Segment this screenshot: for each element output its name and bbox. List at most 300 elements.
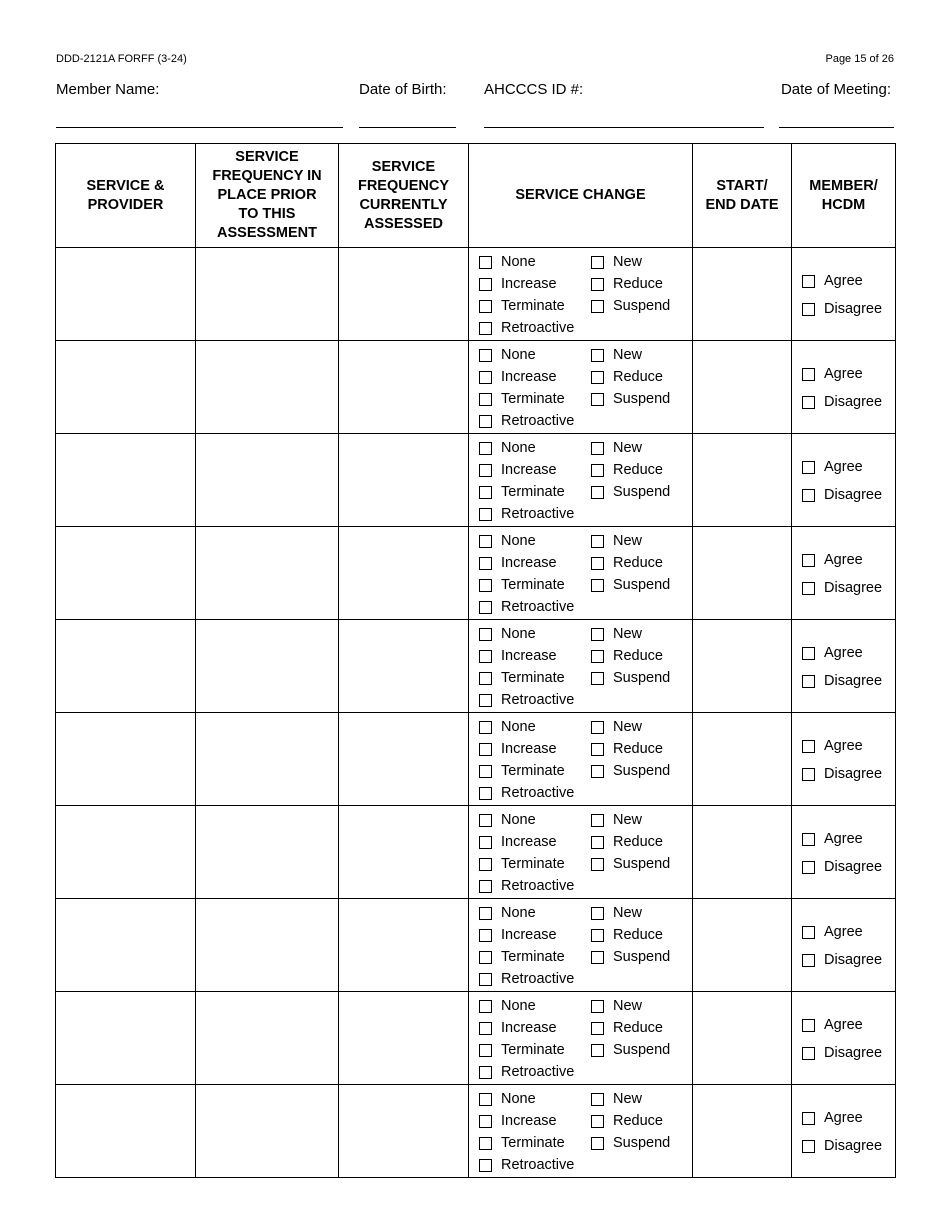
checkbox-box[interactable] [591, 1093, 604, 1106]
checkbox-box[interactable] [591, 907, 604, 920]
frequency-current-cell[interactable] [339, 992, 469, 1085]
retroactive-label: Retroactive [501, 413, 575, 429]
retroactive-label: Retroactive [501, 506, 575, 522]
checkbox-box[interactable] [591, 256, 604, 269]
new-checkbox[interactable] [591, 1091, 642, 1107]
member-hcdm-cell [792, 527, 896, 620]
frequency-current-cell[interactable] [339, 1085, 469, 1178]
checkbox-box[interactable] [591, 1137, 604, 1150]
checkbox-box[interactable] [802, 768, 815, 781]
increase-checkbox[interactable] [479, 648, 557, 664]
retroactive-checkbox[interactable] [479, 320, 574, 336]
increase-checkbox[interactable] [479, 276, 557, 292]
checkbox-box[interactable] [591, 858, 604, 871]
col-start-end-date: START/ END DATE [693, 144, 792, 248]
increase-checkbox[interactable] [479, 927, 557, 943]
checkbox-box[interactable] [479, 1137, 492, 1150]
agree-checkbox[interactable] [802, 924, 863, 940]
terminate-checkbox[interactable] [479, 670, 565, 686]
checkbox-box[interactable] [591, 628, 604, 641]
checkbox-box[interactable] [479, 1044, 492, 1057]
frequency-current-cell[interactable] [339, 899, 469, 992]
checkbox-box[interactable] [802, 489, 815, 502]
form-id: DDD-2121A FORFF (3-24) [56, 53, 187, 65]
increase-label: Increase [501, 1020, 557, 1036]
frequency-prior-cell[interactable] [196, 1085, 339, 1178]
checkbox-box[interactable] [479, 579, 492, 592]
service-provider-cell[interactable] [56, 527, 196, 620]
checkbox-box[interactable] [591, 743, 604, 756]
checkbox-box[interactable] [802, 1019, 815, 1032]
checkbox-box[interactable] [802, 303, 815, 316]
frequency-current-cell[interactable] [339, 341, 469, 434]
frequency-prior-cell[interactable] [196, 899, 339, 992]
checkbox-box[interactable] [802, 675, 815, 688]
checkbox-box[interactable] [591, 535, 604, 548]
page-number: Page 15 of 26 [825, 53, 894, 65]
reduce-checkbox[interactable] [591, 834, 663, 850]
member-hcdm-cell [792, 1085, 896, 1178]
checkbox-box[interactable] [479, 300, 492, 313]
disagree-label: Disagree [824, 1045, 883, 1061]
start-end-date-cell[interactable] [693, 806, 792, 899]
checkbox-box[interactable] [479, 628, 492, 641]
checkbox-box[interactable] [479, 907, 492, 920]
checkbox-box[interactable] [591, 836, 604, 849]
checkbox-box[interactable] [591, 442, 604, 455]
increase-checkbox[interactable] [479, 741, 557, 757]
suspend-checkbox[interactable] [591, 1135, 670, 1151]
agree-label: Agree [824, 645, 863, 661]
terminate-checkbox[interactable] [479, 298, 565, 314]
service-change-cell [469, 899, 693, 992]
checkbox-box[interactable] [479, 650, 492, 663]
none-checkbox[interactable] [479, 1091, 536, 1107]
checkbox-box[interactable] [802, 926, 815, 939]
reduce-label: Reduce [613, 462, 663, 478]
frequency-prior-cell[interactable] [196, 713, 339, 806]
checkbox-box[interactable] [591, 1022, 604, 1035]
checkbox-box[interactable] [591, 464, 604, 477]
new-label: New [613, 719, 643, 735]
start-end-date-cell[interactable] [693, 248, 792, 341]
checkbox-box[interactable] [479, 415, 492, 428]
suspend-label: Suspend [613, 856, 671, 872]
checkbox-box[interactable] [479, 393, 492, 406]
reduce-checkbox[interactable] [591, 741, 663, 757]
service-change-cell [469, 806, 693, 899]
table-row [56, 248, 896, 341]
col-frequency-prior: SERVICE FREQUENCY IN PLACE PRIOR TO THIS ASSESSMENT [196, 144, 339, 248]
agree-checkbox[interactable] [802, 1017, 863, 1033]
checkbox-box[interactable] [479, 1022, 492, 1035]
agree-checkbox[interactable] [802, 645, 863, 661]
service-provider-cell[interactable] [56, 713, 196, 806]
start-end-date-cell[interactable] [693, 527, 792, 620]
checkbox-box[interactable] [591, 393, 604, 406]
new-checkbox[interactable] [591, 719, 642, 735]
terminate-checkbox[interactable] [479, 484, 565, 500]
retroactive-label: Retroactive [501, 1064, 575, 1080]
frequency-current-cell[interactable] [339, 527, 469, 620]
increase-checkbox[interactable] [479, 1113, 557, 1129]
new-label: New [613, 440, 643, 456]
increase-checkbox[interactable] [479, 1020, 557, 1036]
checkbox-box[interactable] [479, 880, 492, 893]
checkbox-box[interactable] [591, 278, 604, 291]
checkbox-box[interactable] [479, 464, 492, 477]
none-label: None [501, 905, 536, 921]
start-end-date-cell[interactable] [693, 992, 792, 1085]
checkbox-box[interactable] [802, 1112, 815, 1125]
table-row [56, 527, 896, 620]
none-label: None [501, 533, 536, 549]
increase-label: Increase [501, 276, 557, 292]
increase-label: Increase [501, 741, 557, 757]
checkbox-box[interactable] [479, 1000, 492, 1013]
suspend-checkbox[interactable] [591, 949, 670, 965]
checkbox-box[interactable] [591, 579, 604, 592]
none-checkbox[interactable] [479, 440, 536, 456]
increase-checkbox[interactable] [479, 555, 557, 571]
checkbox-box[interactable] [479, 486, 492, 499]
checkbox-box[interactable] [479, 814, 492, 827]
frequency-prior-cell[interactable] [196, 434, 339, 527]
disagree-checkbox[interactable] [802, 859, 882, 875]
retroactive-checkbox[interactable] [479, 971, 574, 987]
checkbox-box[interactable] [479, 787, 492, 800]
disagree-label: Disagree [824, 766, 883, 782]
table-row [56, 806, 896, 899]
checkbox-box[interactable] [479, 1115, 492, 1128]
new-checkbox[interactable] [591, 812, 642, 828]
checkbox-box[interactable] [591, 650, 604, 663]
disagree-checkbox[interactable] [802, 394, 882, 410]
disagree-checkbox[interactable] [802, 673, 882, 689]
col-member-hcdm: MEMBER/ HCDM [792, 144, 896, 248]
start-end-date-cell[interactable] [693, 620, 792, 713]
checkbox-box[interactable] [802, 396, 815, 409]
terminate-checkbox[interactable] [479, 391, 565, 407]
checkbox-box[interactable] [591, 557, 604, 570]
terminate-checkbox[interactable] [479, 1042, 565, 1058]
suspend-checkbox[interactable] [591, 298, 670, 314]
terminate-checkbox[interactable] [479, 763, 565, 779]
checkbox-box[interactable] [479, 535, 492, 548]
member-hcdm-cell [792, 434, 896, 527]
suspend-label: Suspend [613, 1135, 671, 1151]
checkbox-box[interactable] [591, 371, 604, 384]
checkbox-box[interactable] [802, 582, 815, 595]
start-end-date-cell[interactable] [693, 899, 792, 992]
agree-checkbox[interactable] [802, 459, 863, 475]
checkbox-box[interactable] [479, 743, 492, 756]
disagree-checkbox[interactable] [802, 580, 882, 596]
retroactive-checkbox[interactable] [479, 1064, 574, 1080]
checkbox-box[interactable] [479, 508, 492, 521]
disagree-checkbox[interactable] [802, 1138, 882, 1154]
service-provider-cell[interactable] [56, 1085, 196, 1178]
date-of-meeting-field[interactable] [779, 127, 894, 128]
terminate-checkbox[interactable] [479, 1135, 565, 1151]
reduce-checkbox[interactable] [591, 648, 663, 664]
reduce-checkbox[interactable] [591, 1020, 663, 1036]
table-row [56, 620, 896, 713]
agree-checkbox[interactable] [802, 831, 863, 847]
agree-label: Agree [824, 738, 863, 754]
none-checkbox[interactable] [479, 626, 536, 642]
reduce-label: Reduce [613, 1113, 663, 1129]
checkbox-box[interactable] [802, 861, 815, 874]
none-checkbox[interactable] [479, 998, 536, 1014]
service-provider-cell[interactable] [56, 620, 196, 713]
none-checkbox[interactable] [479, 347, 536, 363]
frequency-prior-cell[interactable] [196, 341, 339, 434]
checkbox-box[interactable] [479, 951, 492, 964]
reduce-checkbox[interactable] [591, 927, 663, 943]
frequency-prior-cell[interactable] [196, 992, 339, 1085]
checkbox-box[interactable] [591, 349, 604, 362]
checkbox-box[interactable] [802, 275, 815, 288]
service-provider-cell[interactable] [56, 992, 196, 1085]
service-provider-cell[interactable] [56, 806, 196, 899]
suspend-checkbox[interactable] [591, 577, 670, 593]
frequency-prior-cell[interactable] [196, 527, 339, 620]
checkbox-box[interactable] [591, 814, 604, 827]
frequency-current-cell[interactable] [339, 434, 469, 527]
frequency-current-cell[interactable] [339, 620, 469, 713]
retroactive-checkbox[interactable] [479, 599, 574, 615]
checkbox-box[interactable] [591, 1000, 604, 1013]
new-checkbox[interactable] [591, 905, 642, 921]
checkbox-box[interactable] [591, 486, 604, 499]
new-checkbox[interactable] [591, 440, 642, 456]
service-provider-cell[interactable] [56, 248, 196, 341]
disagree-label: Disagree [824, 859, 883, 875]
checkbox-box[interactable] [591, 1115, 604, 1128]
checkbox-box[interactable] [479, 557, 492, 570]
table-header-row [56, 144, 896, 248]
checkbox-box[interactable] [479, 278, 492, 291]
checkbox-box[interactable] [591, 300, 604, 313]
agree-checkbox[interactable] [802, 273, 863, 289]
disagree-label: Disagree [824, 301, 883, 317]
checkbox-box[interactable] [802, 740, 815, 753]
checkbox-box[interactable] [479, 973, 492, 986]
table-row [56, 341, 896, 434]
increase-checkbox[interactable] [479, 462, 557, 478]
reduce-label: Reduce [613, 1020, 663, 1036]
retroactive-checkbox[interactable] [479, 692, 574, 708]
disagree-checkbox[interactable] [802, 1045, 882, 1061]
frequency-prior-cell[interactable] [196, 248, 339, 341]
checkbox-box[interactable] [479, 322, 492, 335]
disagree-label: Disagree [824, 673, 883, 689]
disagree-checkbox[interactable] [802, 301, 882, 317]
checkbox-box[interactable] [591, 765, 604, 778]
reduce-checkbox[interactable] [591, 1113, 663, 1129]
increase-label: Increase [501, 648, 557, 664]
frequency-current-cell[interactable] [339, 248, 469, 341]
disagree-label: Disagree [824, 580, 883, 596]
agree-checkbox[interactable] [802, 552, 863, 568]
checkbox-box[interactable] [479, 672, 492, 685]
terminate-checkbox[interactable] [479, 577, 565, 593]
member-hcdm-cell [792, 620, 896, 713]
none-label: None [501, 254, 536, 270]
checkbox-box[interactable] [479, 858, 492, 871]
start-end-date-cell[interactable] [693, 713, 792, 806]
retroactive-label: Retroactive [501, 785, 575, 801]
retroactive-label: Retroactive [501, 599, 575, 615]
start-end-date-cell[interactable] [693, 434, 792, 527]
retroactive-checkbox[interactable] [479, 413, 574, 429]
reduce-checkbox[interactable] [591, 369, 663, 385]
service-provider-cell[interactable] [56, 341, 196, 434]
suspend-label: Suspend [613, 763, 671, 779]
reduce-checkbox[interactable] [591, 462, 663, 478]
suspend-checkbox[interactable] [591, 391, 670, 407]
member-hcdm-cell [792, 899, 896, 992]
checkbox-box[interactable] [479, 442, 492, 455]
service-change-cell [469, 434, 693, 527]
suspend-checkbox[interactable] [591, 484, 670, 500]
checkbox-box[interactable] [479, 765, 492, 778]
terminate-label: Terminate [501, 763, 565, 779]
checkbox-box[interactable] [479, 601, 492, 614]
none-checkbox[interactable] [479, 812, 536, 828]
reduce-checkbox[interactable] [591, 276, 663, 292]
increase-label: Increase [501, 1113, 557, 1129]
checkbox-box[interactable] [802, 833, 815, 846]
reduce-label: Reduce [613, 834, 663, 850]
increase-checkbox[interactable] [479, 834, 557, 850]
checkbox-box[interactable] [802, 1047, 815, 1060]
frequency-prior-cell[interactable] [196, 806, 339, 899]
checkbox-box[interactable] [479, 1066, 492, 1079]
reduce-checkbox[interactable] [591, 555, 663, 571]
checkbox-box[interactable] [479, 836, 492, 849]
none-checkbox[interactable] [479, 905, 536, 921]
member-name-label: Member Name: [56, 81, 160, 98]
retroactive-checkbox[interactable] [479, 1157, 574, 1173]
col-service-change: SERVICE CHANGE [469, 144, 693, 248]
col-frequency-current: SERVICE FREQUENCY CURRENTLY ASSESSED [339, 144, 469, 248]
suspend-checkbox[interactable] [591, 763, 670, 779]
new-checkbox[interactable] [591, 254, 642, 270]
service-change-cell [469, 527, 693, 620]
ahcccs-id-field[interactable] [484, 127, 764, 128]
agree-checkbox[interactable] [802, 738, 863, 754]
frequency-current-cell[interactable] [339, 713, 469, 806]
none-checkbox[interactable] [479, 533, 536, 549]
frequency-prior-cell[interactable] [196, 620, 339, 713]
disagree-checkbox[interactable] [802, 487, 882, 503]
checkbox-box[interactable] [479, 371, 492, 384]
increase-label: Increase [501, 927, 557, 943]
checkbox-box[interactable] [802, 368, 815, 381]
agree-checkbox[interactable] [802, 366, 863, 382]
agree-label: Agree [824, 924, 863, 940]
checkbox-box[interactable] [479, 1159, 492, 1172]
checkbox-box[interactable] [479, 721, 492, 734]
agree-checkbox[interactable] [802, 1110, 863, 1126]
checkbox-box[interactable] [591, 929, 604, 942]
terminate-label: Terminate [501, 1042, 565, 1058]
checkbox-box[interactable] [591, 1044, 604, 1057]
checkbox-box[interactable] [479, 1093, 492, 1106]
date-of-birth-field[interactable] [359, 127, 456, 128]
checkbox-box[interactable] [802, 954, 815, 967]
service-provider-cell[interactable] [56, 434, 196, 527]
checkbox-box[interactable] [591, 672, 604, 685]
none-label: None [501, 812, 536, 828]
terminate-checkbox[interactable] [479, 856, 565, 872]
new-checkbox[interactable] [591, 533, 642, 549]
table-row [56, 713, 896, 806]
col-service-provider: SERVICE & PROVIDER [56, 144, 196, 248]
checkbox-box[interactable] [591, 951, 604, 964]
terminate-checkbox[interactable] [479, 949, 565, 965]
table-row [56, 899, 896, 992]
new-checkbox[interactable] [591, 626, 642, 642]
checkbox-box[interactable] [802, 1140, 815, 1153]
suspend-checkbox[interactable] [591, 670, 670, 686]
retroactive-checkbox[interactable] [479, 506, 574, 522]
checkbox-box[interactable] [479, 256, 492, 269]
checkbox-box[interactable] [802, 554, 815, 567]
new-label: New [613, 347, 643, 363]
disagree-checkbox[interactable] [802, 952, 882, 968]
reduce-label: Reduce [613, 741, 663, 757]
retroactive-checkbox[interactable] [479, 878, 574, 894]
checkbox-box[interactable] [479, 349, 492, 362]
member-name-field[interactable] [56, 127, 343, 128]
date-of-meeting-label: Date of Meeting: [780, 81, 891, 98]
reduce-label: Reduce [613, 369, 663, 385]
new-checkbox[interactable] [591, 347, 642, 363]
retroactive-checkbox[interactable] [479, 785, 574, 801]
agree-label: Agree [824, 1017, 863, 1033]
checkbox-box[interactable] [591, 721, 604, 734]
service-change-cell [469, 713, 693, 806]
new-checkbox[interactable] [591, 998, 642, 1014]
member-hcdm-cell [792, 248, 896, 341]
service-change-cell [469, 341, 693, 434]
none-checkbox[interactable] [479, 719, 536, 735]
suspend-checkbox[interactable] [591, 856, 670, 872]
none-checkbox[interactable] [479, 254, 536, 270]
increase-checkbox[interactable] [479, 369, 557, 385]
checkbox-box[interactable] [479, 929, 492, 942]
suspend-checkbox[interactable] [591, 1042, 670, 1058]
service-table [55, 143, 896, 1178]
terminate-label: Terminate [501, 856, 565, 872]
frequency-current-cell[interactable] [339, 806, 469, 899]
service-provider-cell[interactable] [56, 899, 196, 992]
start-end-date-cell[interactable] [693, 1085, 792, 1178]
reduce-label: Reduce [613, 648, 663, 664]
checkbox-box[interactable] [802, 461, 815, 474]
checkbox-box[interactable] [802, 647, 815, 660]
start-end-date-cell[interactable] [693, 341, 792, 434]
disagree-label: Disagree [824, 1138, 883, 1154]
increase-label: Increase [501, 834, 557, 850]
suspend-label: Suspend [613, 1042, 671, 1058]
table-row [56, 992, 896, 1085]
disagree-checkbox[interactable] [802, 766, 882, 782]
checkbox-box[interactable] [479, 694, 492, 707]
